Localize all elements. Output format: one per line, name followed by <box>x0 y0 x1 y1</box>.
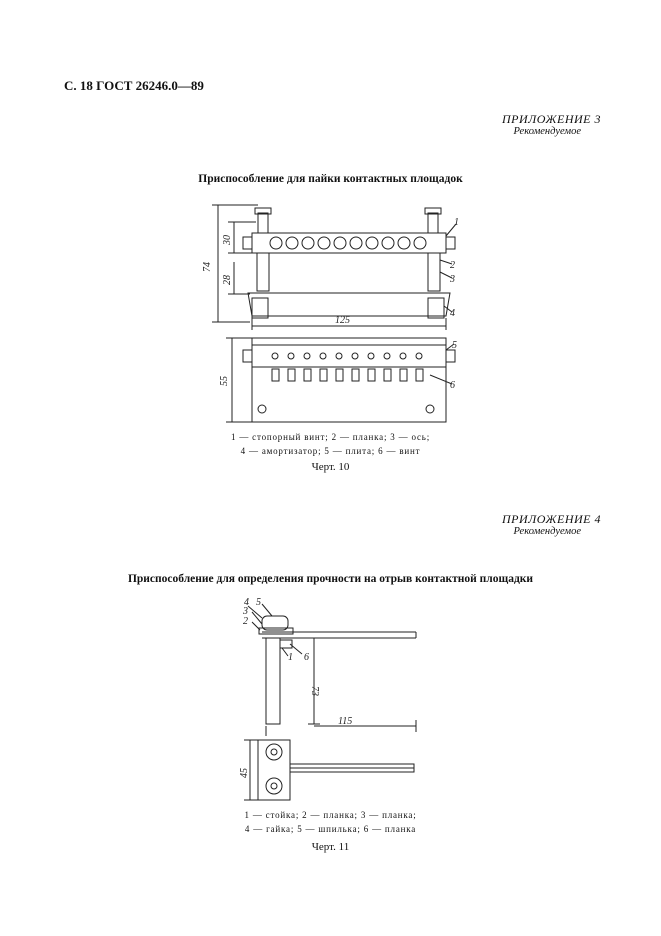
dim-115: 115 <box>338 716 353 727</box>
plan-screw <box>272 369 279 381</box>
plan-screw-head <box>416 353 422 359</box>
fig11-callout-1: 1 <box>288 652 293 663</box>
plan-screw-head <box>368 353 374 359</box>
plan-screw-head <box>336 353 342 359</box>
plan-screw-head <box>304 353 310 359</box>
dim-73: 73 <box>309 686 320 696</box>
plan-screw-head <box>288 353 294 359</box>
plan-screw-head <box>400 353 406 359</box>
figure11-legend <box>0 808 661 836</box>
plan-screw <box>352 369 359 381</box>
bar-hole <box>286 237 298 249</box>
dim-74: 74 <box>202 262 213 272</box>
callout-6: 6 <box>450 380 455 391</box>
fig11-callout-3: 3 <box>243 606 248 617</box>
plan-screw-head <box>352 353 358 359</box>
fig11-callout-2: 2 <box>243 616 248 627</box>
figure10-legend-line1: 1 — стопорный винт; 2 — планка; 3 — ось; <box>230 432 431 442</box>
bar-hole <box>366 237 378 249</box>
plan-screw-head <box>320 353 326 359</box>
callout-2: 2 <box>450 260 455 271</box>
figure10-legend <box>0 430 661 458</box>
fig11-callout-6: 6 <box>304 652 309 663</box>
plan-screw <box>336 369 343 381</box>
figure11-legend-line1: 1 — стойка; 2 — планка; 3 — планка; <box>244 810 417 820</box>
bar-hole <box>334 237 346 249</box>
callout-5: 5 <box>452 340 457 351</box>
bar-hole <box>398 237 410 249</box>
figure11-drawing <box>244 604 416 800</box>
bar-hole <box>318 237 330 249</box>
dim-125: 125 <box>335 315 350 326</box>
plan-screw <box>304 369 311 381</box>
bar-hole <box>302 237 314 249</box>
page-header: С. 18 ГОСТ 26246.0—89 <box>64 78 204 93</box>
appendix4-title: ПРИЛОЖЕНИЕ 4 <box>502 512 601 526</box>
appendix4-subtitle: Рекомендуемое <box>513 526 581 537</box>
callout-3: 3 <box>450 274 455 285</box>
plan-screw <box>400 369 407 381</box>
figure10-label: Черт. 10 <box>311 461 350 473</box>
plan-screw <box>320 369 327 381</box>
figure11-label: Черт. 11 <box>311 841 350 853</box>
appendix3-figure-title: Приспособление для пайки контактных площадок <box>198 173 463 185</box>
dim-45: 45 <box>239 768 250 778</box>
callout-4: 4 <box>450 308 455 319</box>
dim-28: 28 <box>222 275 233 285</box>
fig11-callout-4: 4 <box>244 597 249 608</box>
bar-hole <box>382 237 394 249</box>
plan-screw-head <box>272 353 278 359</box>
figure11-legend-line2: 4 — гайка; 5 — шпилька; 6 — планка <box>244 824 417 834</box>
plan-screw <box>416 369 423 381</box>
appendix3-title: ПРИЛОЖЕНИЕ 3 <box>502 112 601 126</box>
figure10-legend-line2: 4 — амортизатор; 5 — плита; 6 — винт <box>240 446 421 456</box>
plan-screw <box>288 369 295 381</box>
bar-hole <box>350 237 362 249</box>
appendix3-subtitle: Рекомендуемое <box>513 126 581 137</box>
bar-hole <box>414 237 426 249</box>
callout-1: 1 <box>454 217 459 228</box>
dim-55: 55 <box>219 376 230 386</box>
plan-screw-head <box>384 353 390 359</box>
bar-hole <box>270 237 282 249</box>
dim-30: 30 <box>222 235 233 245</box>
fig11-callout-5: 5 <box>256 597 261 608</box>
appendix4-figure-title: Приспособление для определения прочности на отрыв контактной площадки <box>127 573 534 585</box>
plan-screw <box>384 369 391 381</box>
plan-screw <box>368 369 375 381</box>
